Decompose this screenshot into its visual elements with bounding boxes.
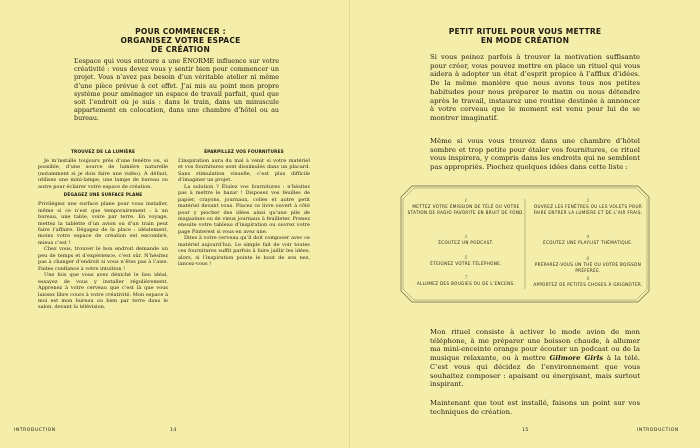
ritual-number: 4 [586,235,590,240]
left-title-line3: DE CRÉATION [150,45,211,54]
closing-text-after: à la télé. C’est vous qui décidez de l’environnement que vous souhaitez composer : apaisant ou énergisant, mais surtout inspirant. [430,354,640,389]
ritual-item [407,256,525,267]
ritual-number: 1 [464,199,468,204]
ritual-text: PRÉPAREZ-VOUS UN THÉ OU VOTRE BOISSON PRÉFÉRÉE. [534,262,642,273]
col1-paragraph-1: Je m’installe toujours près d’une fenêtre ou, si possible, d’une source de lumière naturelle (notamment si je dois faire une vidéo). À défaut, utilisez une mini-lampe, une lampe de bureau ou autre pour éclairer votre espace de création. [38,157,168,190]
ritual-item [407,199,525,215]
closing-text-before: Mon rituel consiste à activer le mode avion de mon téléphone, à me préparer une boisson chaude, à allumer ma mini-enceinte orange pour écouter un podcast ou de la musique relaxante, ou à mettre [430,328,640,363]
ritual-text: OUVREZ LES FENÊTRES OU LES VOLETS POUR FAIRE ENTRER LA LUMIÈRE ET DE L’AIR FRAIS. [533,204,643,215]
right-title-line2: EN MODE CRÉATION [480,36,570,45]
ritual-text: ÉCOUTEZ UNE PLAYLIST THÉMATIQUE. [543,240,633,246]
col2-paragraph-2: La solution ? Étalez vos fournitures : n’hésitez pas à mettre le bazar ! Disposez vos feuilles de papier, crayons, journaux, colles et autre petit matériel devant vous. Placez ce livre ouvert à côté pour y piocher des idées ainsi qu’une pile de magazines ou de vieux journaux à feuilleter. Prenez ensuite votre tableau d’inspiration ou ouvrez votre page Pinterest si vous en avez une. [178,183,310,235]
ritual-text: ÉCOUTEZ UN PODCAST. [438,240,494,246]
left-page-title [118,27,243,54]
right-lead-paragraph-1: Si vous peinez parfois à trouver la motivation suffisante pour créer, vous pouvez mettre en place un rituel qui vous aidera à adopter un état d’esprit propice à l’afflux d’idées. De la même manière que nous avons tous nos petites habitudes pour nous préparer le matin ou nous détendre après le travail, instaurez une routine destinée à annoncer à votre cerveau que le moment est venu pour lui de se montrer imaginatif. [430,53,640,122]
ritual-item [407,276,525,287]
col2-paragraph-1: L’inspiration aura du mal à venir si votre matériel et vos fournitures sont dissimulés dans un placard. Sans stimulation visuelle, c’est plus difficile d’imaginer un projet. [178,157,310,184]
ritual-closing-paragraph [430,328,640,389]
col1-paragraph-4: Une fois que vous avez déniché le lieu idéal, essayez de vous y installer régulièrement. Apprenez à votre cerveau que c’est là que vous laissez libre cours à votre créativité. Mon espace à moi est mon bureau ou bien par terre dans le salon, devant la télévision. [38,272,168,311]
ritual-text: ÉTEIGNEZ VOTRE TÉLÉPHONE. [430,261,502,267]
right-footer-label: INTRODUCTION [637,428,679,433]
heading-trouvez-lumiere: TROUVEZ DE LA LUMIÈRE [70,150,136,155]
ritual-item [529,277,647,288]
col1-paragraph-2: Privilégiez une surface plane pour vous installer, même si ce n’est que temporairement : à un bureau, une table, voire par terre. En voyage, mettez la tablette d’un avion ou d’un train peut faire l’affaire. Dégagez de la place : idéalement, moins votre espace de création est encombré, mieux c’est ! [38,201,168,246]
left-column-1 [38,150,168,311]
left-column-2 [178,150,310,268]
show-title: Gilmore Girls [549,354,604,363]
right-page-number: 15 [522,428,529,433]
ritual-number: 7 [464,276,468,281]
col2-paragraph-3: Dites à votre cerveau qu’il doit composer avec ce matériel aujourd’hui. Le simple fait de voir toutes ces fournitures suffit parfois à faire jaillir les idées, alors, si l’inspiration pointe le bout de son nez, lancez-vous ! [178,235,310,268]
ritual-item [529,199,647,215]
right-title-line1: PETIT RITUEL POUR VOUS METTRE [448,27,602,36]
ritual-number: 8 [586,277,590,282]
left-title-line2: ORGANISEZ VOTRE ESPACE [120,36,241,45]
heading-degagez-surface: DÉGAGEZ UNE SURFACE PLANE [63,193,143,199]
heading-eparpillez-fournitures: ÉPARPILLEZ VOS FOURNITURES [204,150,284,155]
ritual-text: APPORTEZ DE PETITES CHOSES À GRIGNOTER. [533,282,643,288]
left-footer-label: INTRODUCTION [14,428,56,433]
left-lead-paragraph: L’espace qui vous entoure a une ÉNORME influence sur votre créativité : vous devez vous y sentir bien pour commencer un projet. Vous n’avez pas besoin d’un véritable atelier ni même d’une pièce prévue à cet effet. J’ai mis au point mon propre système pour aménager un espace de travail parfait, quel que soit l’endroit où je suis : dans le train, dans un minuscule appartement en colocation, dans une chambre d’hôtel ou au bureau. [74,57,279,123]
ritual-text: METTEZ VOTRE ÉMISSION DE TÉLÉ OU VOTRE STATION DE RADIO FAVORITE EN BRUIT DE FOND. [407,204,525,215]
final-paragraph: Maintenant que tout est installé, faisons un point sur vos techniques de création. [430,399,640,416]
ritual-text: ALLUMEZ DES BOUGIES OU DE L’ENCENS. [416,281,516,287]
ritual-number: 2 [586,199,590,204]
left-page-number: 14 [170,428,177,433]
left-title-line1: POUR COMMENCER : [135,27,226,36]
ritual-item [407,235,525,246]
ritual-number: 5 [464,256,468,261]
right-page-title [405,27,645,45]
ritual-item [529,257,647,273]
ritual-number: 3 [464,235,468,240]
ritual-number: 6 [586,257,590,262]
col1-paragraph-3: Chez vous, trouver le bon endroit demande un peu de temps et d’expérience, c’est sûr. N’hésitez pas à changer d’endroit si vous n’êtes pas à l’aise. Faites confiance à votre intuition ! [38,246,168,272]
ritual-item [529,235,647,246]
right-lead-paragraph-2: Même si vous vous trouvez dans une chambre d’hôtel sombre et trop petite pour étaler vos fournitures, ce rituel vous inspirera, y compris dans les endroits qui ne semblent pas appropriés. Piochez quelques idées dans cette liste : [430,137,640,172]
